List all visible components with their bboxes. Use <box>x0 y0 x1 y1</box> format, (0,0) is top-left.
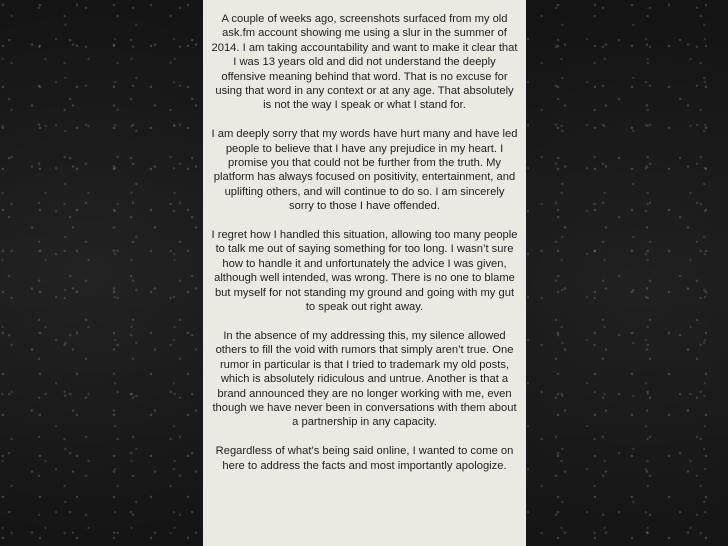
dark-textured-background-left <box>0 0 203 546</box>
statement-paper <box>203 0 526 546</box>
statement-paragraph-4: In the absence of my addressing this, my silence allowed others to fill the void with rumors that simply aren’t true. One rumor in particular is that I tried to trademark my old posts, which is absolutely ridiculous and untrue. Another is that a brand announced they are no longer working with me, even though we have never been in conversations with them about a partnership in any capacity. <box>212 329 517 429</box>
statement-paragraph-1: A couple of weeks ago, screenshots surfaced from my old ask.fm account showing me using a slur in the summer of 2014. I am taking accountability and want to make it clear that I was 13 years old and did not understand the deeply offensive meaning behind that word. That is no excuse for using that word in any context or at any age. That absolutely is not the way I speak or what I stand for. <box>211 13 518 112</box>
statement-paragraph-5: Regardless of what’s being said online, I wanted to come on here to address the facts and most importantly apologize. <box>215 445 514 472</box>
dark-textured-background-right <box>526 0 728 546</box>
statement-paragraph-2: I am deeply sorry that my words have hurt many and have led people to believe that I have any prejudice in my heart. I promise you that could not be further from the truth. My platform has always focused on positivity, entertainment, and uplifting others, and will continue to do so. I am sincerely sorry to those I have offended. <box>211 128 518 213</box>
statement-text <box>211 12 518 473</box>
statement-paragraph-3: I regret how I handled this situation, allowing too many people to talk me out of saying something for too long. I wasn’t sure how to handle it and unfortunately the advice I was given, although well intended, was wrong. There is no one to blame but myself for not standing my ground and going with my gut to speak out right away. <box>211 229 518 314</box>
